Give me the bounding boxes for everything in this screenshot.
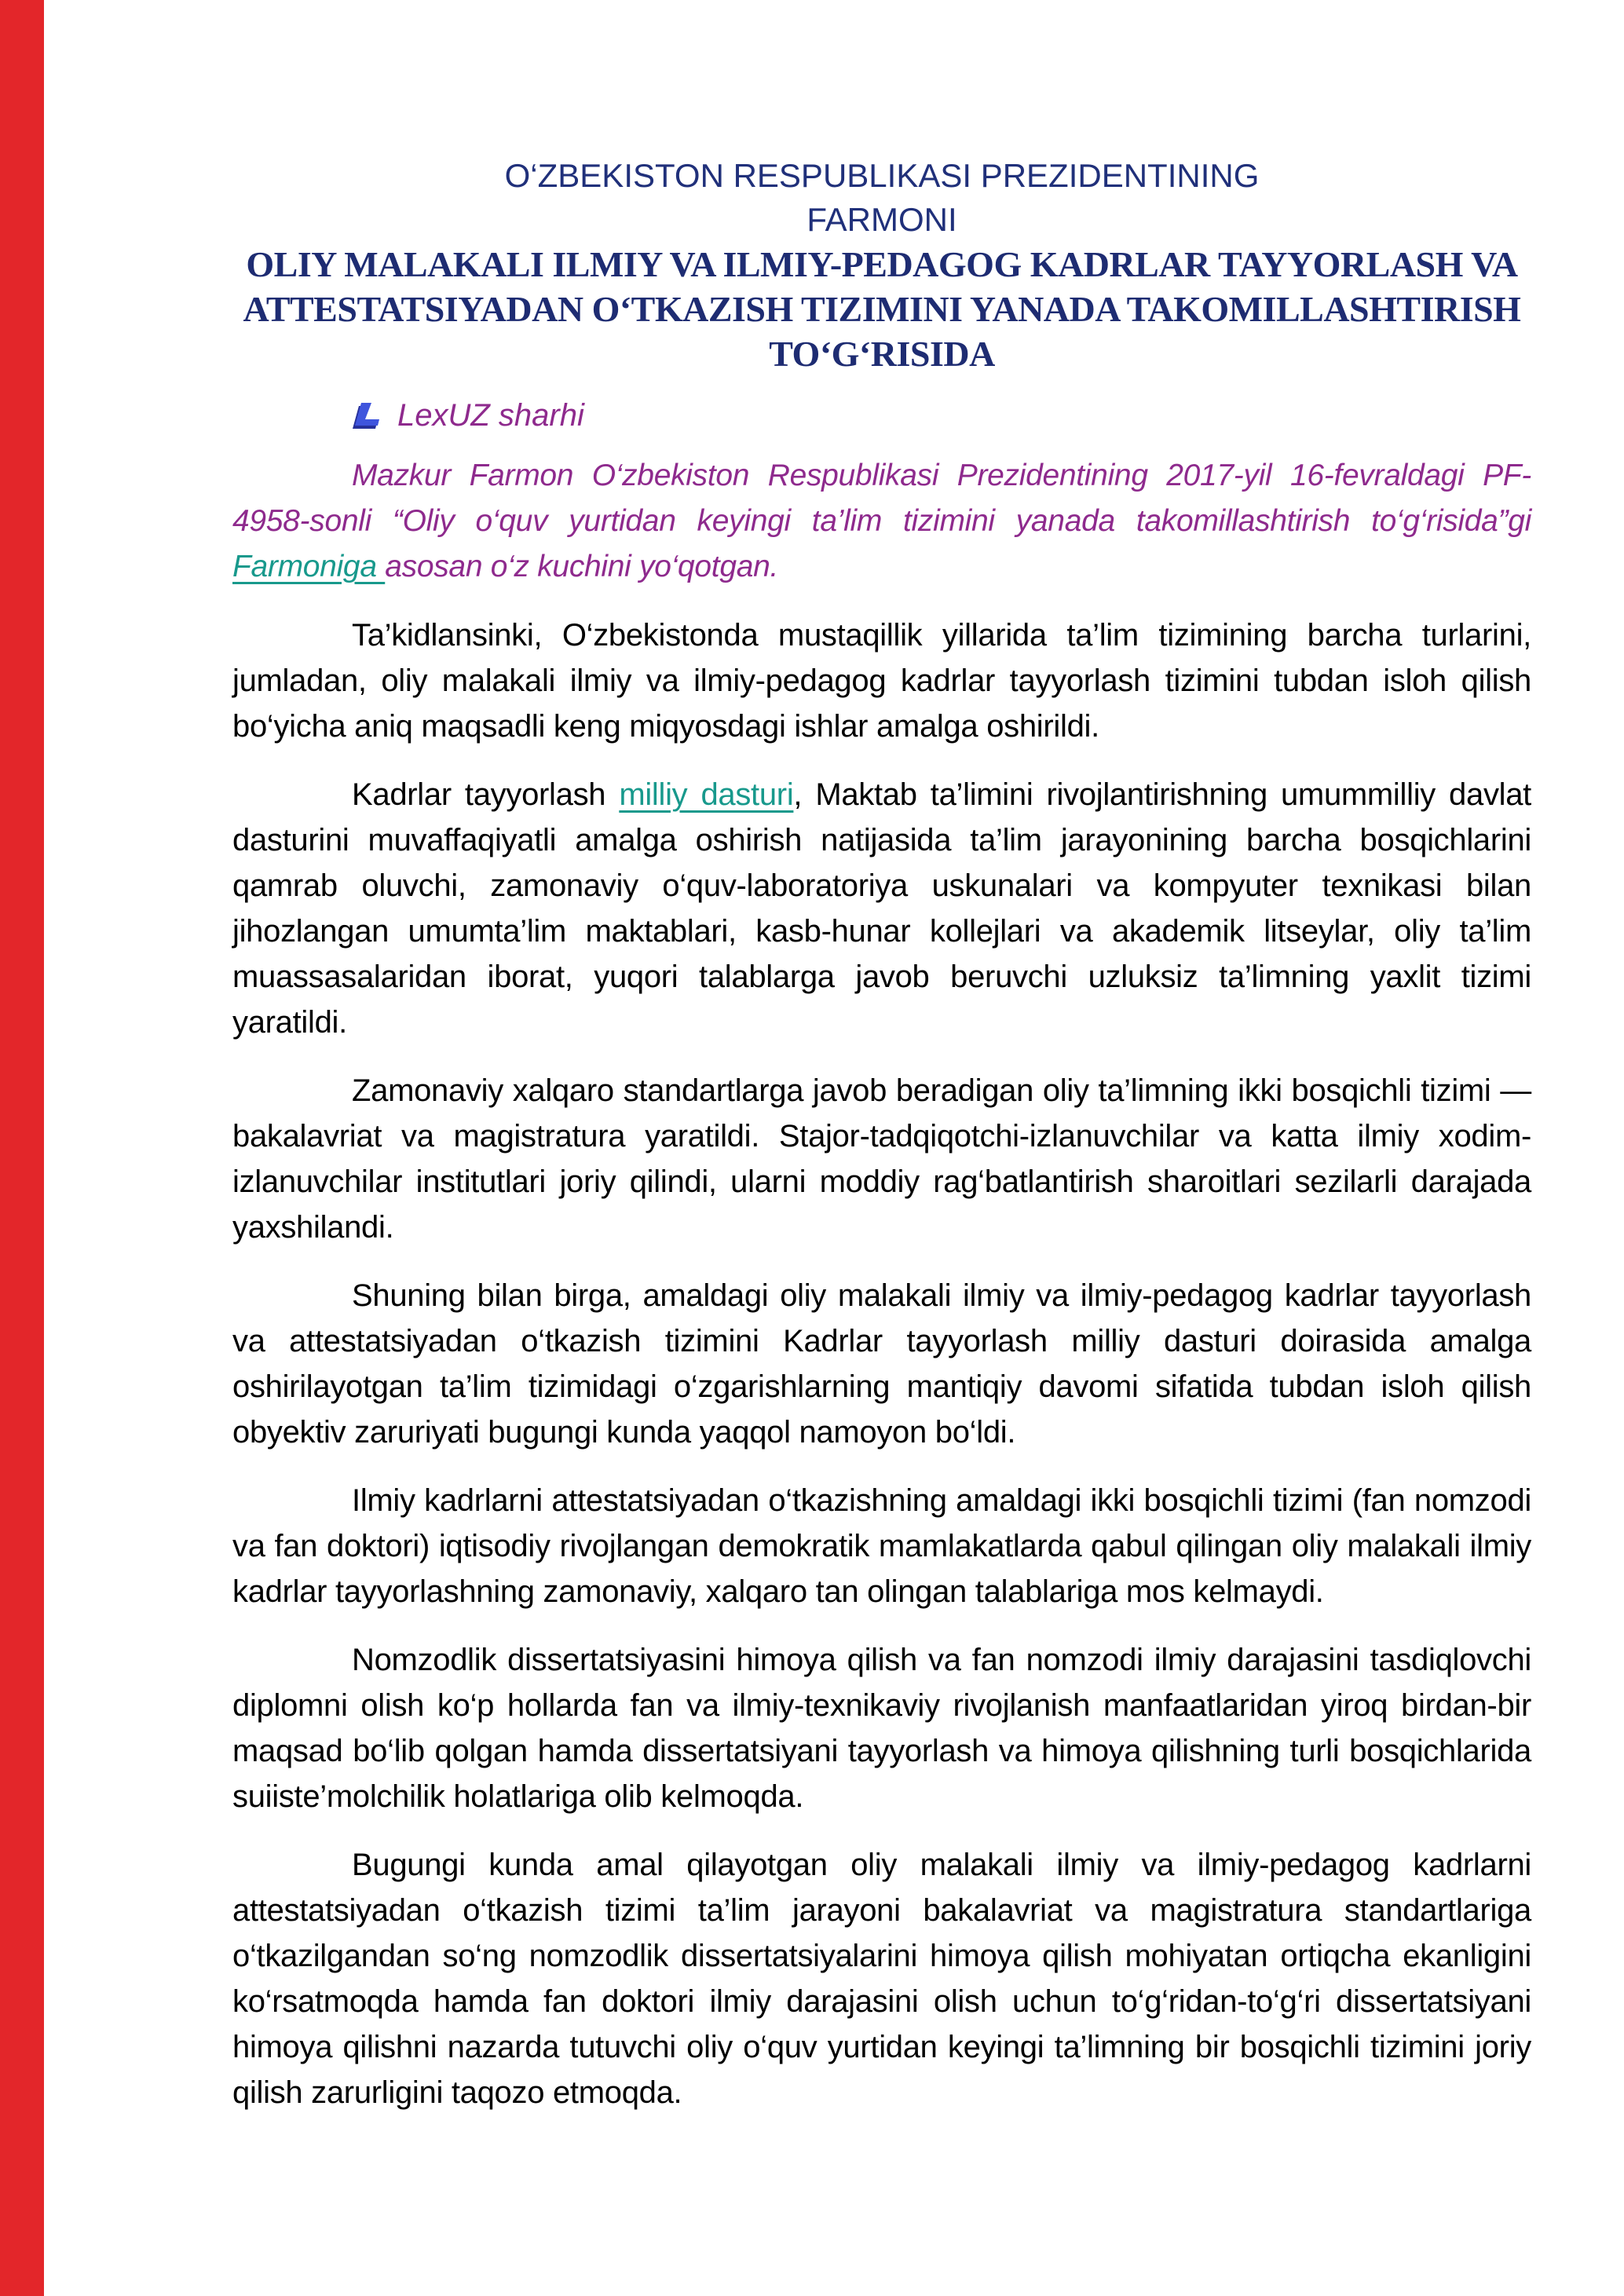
text-run: Ilmiy kadrlarni attestatsiyadan o‘tkazishning amaldagi ikki bosqichli tizimi (fan nomzodi va fan doktori) iqtisodiy rivojlangan demokratik mamlakatlarda qabul qilingan oliy malakali ilmiy kadrlar tayyorlashning zamonaviy, xalqaro tan olingan talablariga mos kelmaydi. bbox=[232, 1483, 1531, 1609]
text-run: Mazkur Farmon O‘zbekiston Respublikasi Prezidentining 2017-yil 16-fevraldagi PF-4958-sonli “Oliy o‘quv yurtidan keyingi ta’lim tizimini yanada takomillashtirish to‘g‘risida”gi bbox=[232, 459, 1531, 538]
left-red-bar bbox=[0, 0, 44, 2296]
lexuz-note-label: LexUZ sharhi bbox=[397, 398, 584, 433]
paragraph-4 bbox=[232, 1273, 1531, 1455]
lexuz-logo-icon bbox=[352, 400, 386, 430]
inline-document-link[interactable]: milliy dasturi bbox=[619, 777, 794, 812]
text-run: asosan o‘z kuchini yo‘qotgan. bbox=[385, 550, 779, 583]
comment-section bbox=[232, 453, 1531, 590]
lexuz-note bbox=[352, 397, 1531, 434]
document-body bbox=[232, 612, 1531, 2115]
lexuz-comment-paragraph bbox=[232, 453, 1531, 590]
text-run: , Maktab ta’limini rivojlantirishning umummilliy davlat dasturini muvaffaqiyatli amalga oshirish natijasida ta’lim jarayonining barcha bosqichlarini qamrab oluvchi, zamonaviy o‘quv-laboratoriya uskunalari va kompyuter texnikasi bilan jihozlangan umumta’lim maktablari, kasb-hunar kollejlari va akademik litseylar, oliy ta’lim muassasalaridan iborat, yuqori talablarga javob beruvchi uzluksiz ta’limning yaxlit tizimi yaratildi. bbox=[232, 777, 1531, 1040]
paragraph-1 bbox=[232, 612, 1531, 749]
paragraph-5 bbox=[232, 1478, 1531, 1614]
text-run: Bugungi kunda amal qilayotgan oliy malakali ilmiy va ilmiy-pedagog kadrlarni attestatsiyadan o‘tkazish tizimi ta’lim jarayoni bakalavriat va magistratura standartlariga o‘tkazilgandan so‘ng nomzodlik dissertatsiyalarini himoya qilish mohiyatan ortiqcha ekanligini ko‘rsatmoqda hamda fan doktori ilmiy darajasini olish uchun to‘g‘ridan-to‘g‘ri dissertatsiyani himoya qilishni nazarda tutuvchi oliy o‘quv yurtidan keyingi ta’limning bir bosqichli tizimini joriy qilish zarurligini taqozo etmoqda. bbox=[232, 1848, 1531, 2110]
authority-title: O‘ZBEKISTON RESPUBLIKASI PREZIDENTINING bbox=[504, 157, 1260, 194]
inline-document-link[interactable]: Farmoniga bbox=[232, 550, 386, 583]
decree-title: OLIY MALAKALI ILMIY VA ILMIY-PEDAGOG KADRLAR TAYYORLASH VA ATTESTATSIYADAN O‘TKAZISH TIZIMINI YANADA TAKOMILLASHTIRISH TO‘G‘RISIDA bbox=[243, 244, 1521, 374]
text-run: Ta’kidlansinki, O‘zbekistonda mustaqillik yillarida ta’lim tizimining barcha turlarini, jumladan, oliy malakali ilmiy va ilmiy-pedagog kadrlar tayyorlash tizimini tubdan isloh qilish bo‘yicha aniq maqsadli keng miqyosdagi ishlar amalga oshirildi. bbox=[232, 618, 1531, 744]
text-run: Zamonaviy xalqaro standartlarga javob beradigan oliy ta’limning ikki bosqichli tizimi — bakalavriat va magistratura yaratildi. Stajor-tadqiqotchi-izlanuvchilar va katta ilmiy xodim-izlanuvchilar institutlari joriy qilindi, ularni moddiy rag‘batlantirish sharoitlari sezilarli darajada yaxshilandi. bbox=[232, 1073, 1531, 1245]
text-run: Shuning bilan birga, amaldagi oliy malakali ilmiy va ilmiy-pedagog kadrlar tayyorlash va attestatsiyadan o‘tkazish tizimini Kadrlar tayyorlash milliy dasturi doirasida amalga oshirilayotgan ta’lim tizimidagi o‘zgarishlarning mantiqiy davomi sifatida tubdan isloh qilish obyektiv zaruriyati bugungi kunda yaqqol namoyon bo‘ldi. bbox=[232, 1278, 1531, 1450]
text-run: Nomzodlik dissertatsiyasini himoya qilish va fan nomzodi ilmiy darajasini tasdiqlovchi diplomni olish ko‘p hollarda fan va ilmiy-texnikaviy rivojlanish manfaatlaridan yiroq birdan-bir maqsad bo‘lib qolgan hamda dissertatsiyani tayyorlash va himoya qilishning turli bosqichlarida suiiste’molchilik holatlariga olib kelmoqda. bbox=[232, 1643, 1531, 1814]
paragraph-6 bbox=[232, 1637, 1531, 1819]
paragraph-7 bbox=[232, 1842, 1531, 2115]
text-run: Kadrlar tayyorlash bbox=[352, 777, 620, 812]
doc-type-title: FARMONI bbox=[807, 201, 957, 238]
paragraph-2 bbox=[232, 772, 1531, 1045]
document-page bbox=[232, 154, 1531, 2138]
paragraph-3 bbox=[232, 1068, 1531, 1250]
